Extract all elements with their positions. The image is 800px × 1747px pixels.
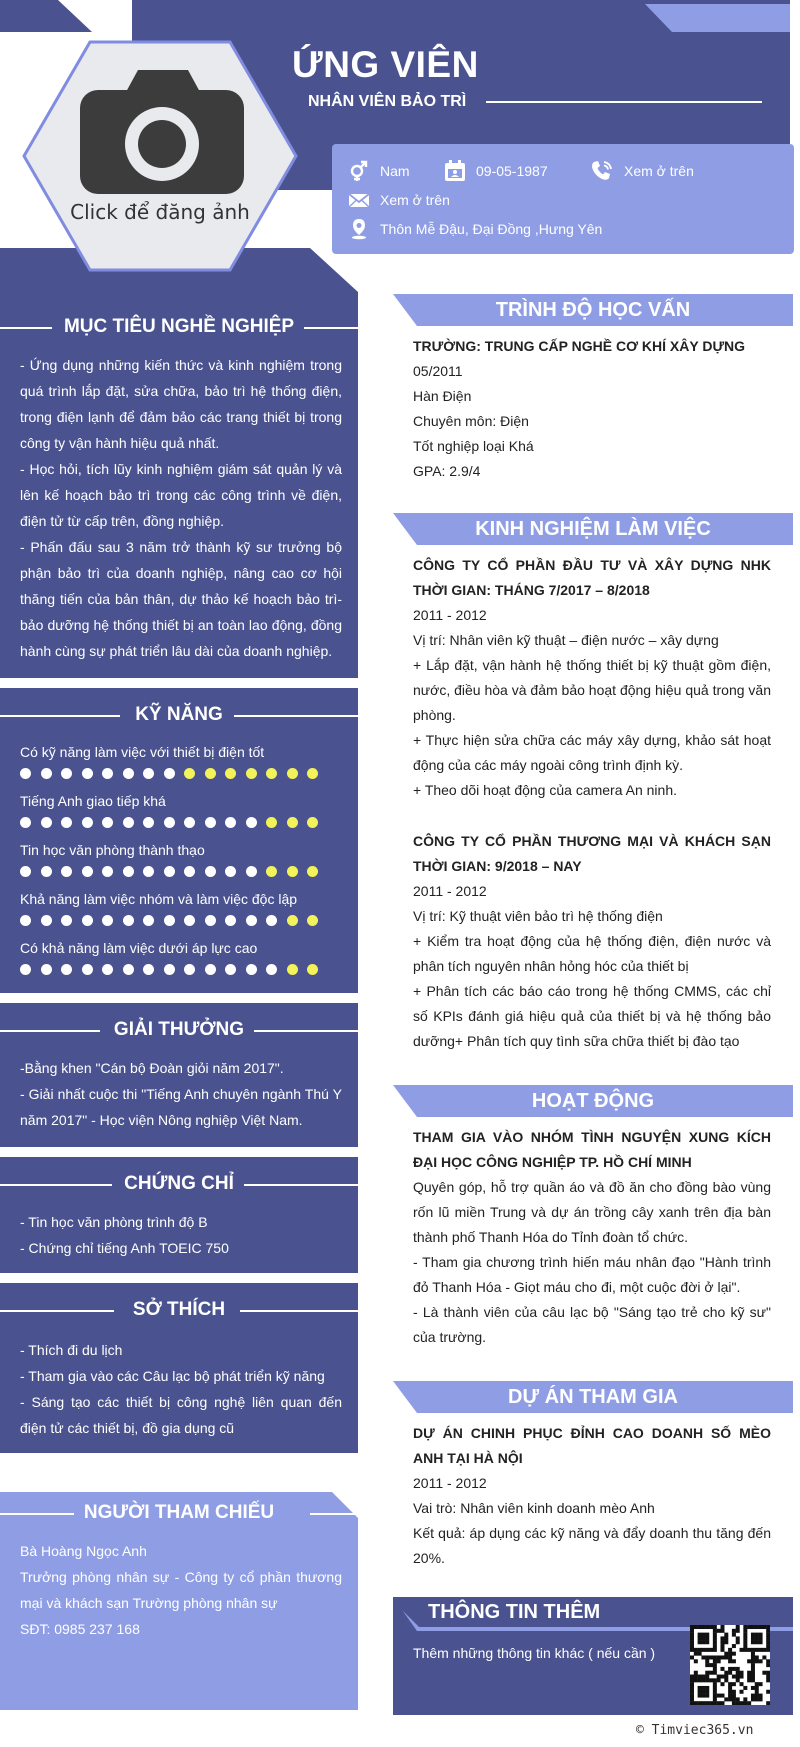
objective-section (0, 292, 358, 678)
skill-dot-filled (123, 817, 134, 828)
job-duty: + Lắp đặt, vận hành hệ thống thiết bị kỹ thuật gồm điện, nước, điều hòa và đảm bảo hoạt động hiệu quả trong văn phòng. (413, 657, 771, 723)
email-icon (348, 189, 370, 211)
photo-upload[interactable] (22, 40, 298, 272)
skill-name: Có kỹ năng làm việc với thiết bị điện tốt (20, 744, 265, 760)
skill-dot-empty (287, 768, 298, 779)
skill-rating (20, 915, 328, 926)
activities-text (413, 1125, 771, 1350)
job-title: NHÂN VIÊN BẢO TRÌ (308, 93, 467, 110)
skill-dot-empty (225, 768, 236, 779)
activity-item: - Là thành viên của câu lạc bộ "Sáng tạo trẻ cho kỹ sư" của trường. (413, 1304, 771, 1345)
photo-upload-label[interactable]: Click để đăng ảnh (70, 200, 250, 224)
skill-dot-filled (143, 817, 154, 828)
skill-name: Tin học văn phòng thành thạo (20, 842, 205, 858)
certificates-text (20, 1209, 342, 1261)
skill-dot-filled (41, 817, 52, 828)
skill-dot-filled (82, 964, 93, 975)
skill-dot-filled (61, 964, 72, 975)
education-line: Chuyên môn: Điện (413, 413, 529, 429)
experience-job-2 (413, 829, 771, 1054)
skill-dot-empty (287, 915, 298, 926)
job-period: 2011 - 2012 (413, 883, 487, 899)
skill-dot-filled (246, 964, 257, 975)
activity-item: Quyên góp, hỗ trợ quần áo và đồ ăn cho đồng bào vùng rốn lũ miền Trung và dự án trồng cây xanh trên địa bàn thành phố Thanh Hóa do Tỉnh đoàn tổ chức. (413, 1179, 771, 1245)
skill-dot-filled (82, 915, 93, 926)
education-line: Tốt nghiệp loại Khá (413, 438, 534, 454)
skill-dot-empty (307, 964, 318, 975)
certificates-heading: CHỨNG CHỈ (0, 1173, 358, 1195)
activity-item: - Tham gia chương trình hiến máu nhân đạo "Hành trình đỏ Thanh Hóa - Giọt máu cho đi, một cuộc đời ở lại". (413, 1254, 771, 1295)
skill-dot-filled (164, 866, 175, 877)
skill-dot-filled (143, 915, 154, 926)
skill-dot-filled (225, 866, 236, 877)
footer-copyright: © Timviec365.vn (636, 1723, 754, 1738)
skill-dot-filled (20, 964, 31, 975)
skill-dot-filled (266, 964, 277, 975)
skill-dot-filled (164, 915, 175, 926)
skill-rating (20, 866, 328, 877)
skill-dot-filled (164, 964, 175, 975)
skill-dot-filled (41, 866, 52, 877)
school-name: TRƯỜNG: TRUNG CẤP NGHỀ CƠ KHÍ XÂY DỰNG (413, 338, 746, 354)
reference-phone: SĐT: 0985 237 168 (20, 1621, 140, 1637)
company-name: CÔNG TY CỔ PHẦN ĐẦU TƯ VÀ XÂY DỰNG NHK THỜI GIAN: THÁNG 7/2017 – 8/2018 (413, 557, 771, 598)
job-duty: + Kiểm tra hoạt động của hệ thống điện, điện nước và phân tích nguyên nhân hỏng hóc của thiết bị (413, 933, 771, 974)
skill-dot-filled (164, 817, 175, 828)
hobby-item: - Thích đi du lịch (20, 1342, 123, 1358)
skill-dot-filled (123, 915, 134, 926)
email-value: Xem ở trên (380, 192, 450, 208)
objective-heading: MỤC TIÊU NGHỀ NGHIỆP (0, 316, 358, 338)
skill-dot-filled (225, 964, 236, 975)
skill-dot-empty (184, 768, 195, 779)
skill-dot-filled (123, 768, 134, 779)
skill-dot-empty (205, 768, 216, 779)
objective-paragraph: - Học hỏi, tích lũy kinh nghiệm giám sát quản lý và lên kế hoạch bảo trì trong các công trình về điện, điện tử từ cấp trên, đồng nghiệp. (20, 461, 342, 529)
personal-info-box (332, 144, 794, 254)
skill-dot-filled (41, 768, 52, 779)
activities-heading: HOẠT ĐỘNG (393, 1085, 793, 1117)
award-item: - Giải nhất cuộc thi "Tiếng Anh chuyên ngành Thú Y năm 2017" - Học viện Nông nghiệp Việt Nam. (20, 1086, 342, 1128)
skills-section (0, 688, 358, 993)
job-period: 2011 - 2012 (413, 607, 487, 623)
photo-hexagon (22, 40, 298, 272)
hobby-item: - Sáng tạo các thiết bị công nghệ liên quan đến điện tử các thiết bị, đồ gia dụng cũ (20, 1394, 342, 1436)
education-line: GPA: 2.9/4 (413, 463, 481, 479)
email-field (348, 189, 450, 211)
skill-dot-filled (184, 866, 195, 877)
skill-dot-filled (41, 915, 52, 926)
experience-job-1 (413, 553, 771, 803)
certificate-item: - Chứng chỉ tiếng Anh TOEIC 750 (20, 1240, 229, 1256)
address-field (348, 218, 602, 240)
skill-dot-filled (82, 768, 93, 779)
skill-dot-filled (205, 915, 216, 926)
skill-dot-filled (205, 817, 216, 828)
project-line: Kết quả: áp dụng các kỹ năng và đẩy doanh thu tăng đến 20%. (413, 1525, 771, 1566)
reference-name: Bà Hoàng Ngọc Anh (20, 1543, 147, 1559)
awards-text (20, 1055, 342, 1133)
skill-dot-filled (123, 866, 134, 877)
awards-heading: GIẢI THƯỞNG (0, 1019, 358, 1041)
skill-dot-filled (61, 817, 72, 828)
candidate-name: ỨNG VIÊN (292, 44, 479, 85)
skill-dot-filled (20, 915, 31, 926)
additional-info-heading: THÔNG TIN THÊM (428, 1601, 601, 1623)
phone-value: Xem ở trên (624, 163, 694, 179)
reference-text (20, 1538, 342, 1642)
hobbies-section (0, 1283, 358, 1453)
skill-rating (20, 817, 328, 828)
skill-dot-filled (82, 866, 93, 877)
skill-dot-filled (205, 866, 216, 877)
hobbies-heading: SỞ THÍCH (0, 1299, 358, 1321)
project-line: Vai trò: Nhân viên kinh doanh mèo Anh (413, 1500, 655, 1516)
skills-heading: KỸ NĂNG (0, 704, 358, 726)
calendar-icon (444, 160, 466, 182)
skill-dot-filled (205, 964, 216, 975)
skill-rating (20, 964, 328, 975)
birthday-field (444, 160, 548, 182)
skill-dot-filled (246, 817, 257, 828)
job-duty: + Theo dõi hoạt động của camera An ninh. (413, 782, 677, 798)
skill-dot-filled (143, 768, 154, 779)
skill-dot-filled (102, 866, 113, 877)
gender-icon (348, 160, 370, 182)
projects-heading: DỰ ÁN THAM GIA (393, 1381, 793, 1413)
hobbies-text (20, 1337, 342, 1441)
skill-dot-filled (20, 866, 31, 877)
birthday-value: 09-05-1987 (476, 163, 548, 179)
objective-paragraph: - Phấn đấu sau 3 năm trở thành kỹ sư trưởng bộ phận bảo trì của doanh nghiệp, nâng cao cơ hội thăng tiến của bản thân, dự thảo kế hoạch bảo trì- bảo dưỡng hệ thống thiết bị an toàn lao động, đồng hành cùng sự phát triển lâu dài của doanh nghiệp. (20, 539, 342, 659)
skill-dot-filled (102, 768, 113, 779)
hobby-item: - Tham gia vào các Câu lạc bộ phát triển kỹ năng (20, 1368, 325, 1384)
skill-dot-empty (287, 964, 298, 975)
skill-dot-filled (82, 817, 93, 828)
skill-dot-filled (102, 817, 113, 828)
skill-dot-empty (307, 866, 318, 877)
skill-dot-empty (307, 817, 318, 828)
gender-field (348, 160, 410, 182)
skill-dot-filled (184, 915, 195, 926)
certificates-section (0, 1157, 358, 1273)
skill-dot-filled (184, 964, 195, 975)
skill-name: Có khả năng làm việc dưới áp lực cao (20, 940, 258, 956)
address-value: Thôn Mễ Đậu, Đại Đồng ,Hưng Yên (380, 221, 603, 237)
education-line: Hàn Điện (413, 388, 472, 404)
skill-dot-empty (287, 866, 298, 877)
education-heading: TRÌNH ĐỘ HỌC VẤN (393, 294, 793, 326)
project-line: 2011 - 2012 (413, 1475, 487, 1491)
reference-position: Trưởng phòng nhân sự - Công ty cổ phần thương mại và khách sạn Trường phòng nhân sự (20, 1569, 342, 1611)
skill-dot-filled (164, 768, 175, 779)
skill-dot-filled (143, 866, 154, 877)
location-pin-icon (348, 218, 370, 240)
job-role: Vị trí: Nhân viên kỹ thuật – điện nước – xây dựng (413, 632, 719, 648)
skill-dot-filled (123, 964, 134, 975)
projects-text (413, 1421, 771, 1571)
job-duty: + Phân tích các báo cáo trong hệ thống CMMS, các chỉ số KPIs đánh giá hiệu quả của thiết bị và hệ thống bảo dưỡng+ Phân tích quy tình sữa chữa thiết bị đào tạo (413, 983, 771, 1049)
skill-dot-empty (307, 915, 318, 926)
qr-code-icon (690, 1625, 770, 1705)
skill-dot-empty (287, 817, 298, 828)
skill-dot-filled (184, 817, 195, 828)
phone-field (590, 160, 694, 182)
job-title-divider (486, 101, 762, 103)
experience-heading: KINH NGHIỆM LÀM VIỆC (393, 513, 793, 545)
skill-dot-filled (246, 915, 257, 926)
skill-dot-filled (61, 915, 72, 926)
reference-heading: NGƯỜI THAM CHIẾU (0, 1502, 358, 1524)
skill-dot-filled (143, 964, 154, 975)
skill-dot-filled (20, 768, 31, 779)
skill-dot-filled (225, 817, 236, 828)
company-name: CÔNG TY CỔ PHẦN THƯƠNG MẠI VÀ KHÁCH SẠN THỜI GIAN: 9/2018 – NAY (413, 833, 771, 874)
education-text (413, 334, 771, 484)
job-duty: + Thực hiện sửa chữa các máy xây dựng, khảo sát hoạt động của các máy ngoài công trình định kỳ. (413, 732, 771, 773)
additional-info-text: Thêm những thông tin khác ( nếu cần ) (413, 1645, 656, 1661)
gender-value: Nam (380, 163, 410, 179)
objective-paragraph: - Ứng dụng những kiến thức và kinh nghiệm trong quá trình lắp đặt, sửa chữa, bảo trì hệ thống điện, trong điện lạnh để đảm bảo các trang thiết bị trong công ty vận hành hiệu quả nhất. (20, 357, 342, 451)
awards-section (0, 1003, 358, 1147)
job-role: Vị trí: Kỹ thuật viên bảo trì hệ thống điện (413, 908, 663, 924)
education-line: 05/2011 (413, 363, 463, 379)
certificate-item: - Tin học văn phòng trình độ B (20, 1214, 208, 1230)
skill-rating (20, 768, 328, 779)
skill-dot-filled (20, 817, 31, 828)
skill-dot-filled (41, 964, 52, 975)
skill-dot-empty (266, 768, 277, 779)
skill-dot-filled (61, 866, 72, 877)
skill-dot-empty (266, 817, 277, 828)
skill-name: Khả năng làm việc nhóm và làm việc độc lập (20, 891, 298, 907)
objective-text (20, 352, 342, 664)
skill-dot-empty (266, 866, 277, 877)
skill-name: Tiếng Anh giao tiếp khá (20, 793, 166, 809)
skill-dot-filled (266, 915, 277, 926)
skill-dot-empty (307, 768, 318, 779)
project-heading: DỰ ÁN CHINH PHỤC ĐỈNH CAO DOANH SỐ MÈO ANH TẠI HÀ NỘI (413, 1425, 771, 1466)
skill-dot-filled (102, 915, 113, 926)
phone-icon (590, 160, 614, 182)
skill-dot-filled (61, 768, 72, 779)
skill-dot-empty (246, 768, 257, 779)
award-item: -Bằng khen "Cán bộ Đoàn giỏi năm 2017". (20, 1060, 284, 1076)
skill-dot-filled (102, 964, 113, 975)
activity-heading: THAM GIA VÀO NHÓM TÌNH NGUYỆN XUNG KÍCH ĐẠI HỌC CÔNG NGHIỆP TP. HỒ CHÍ MINH (413, 1129, 771, 1170)
skill-dot-filled (246, 866, 257, 877)
skill-dot-filled (225, 915, 236, 926)
